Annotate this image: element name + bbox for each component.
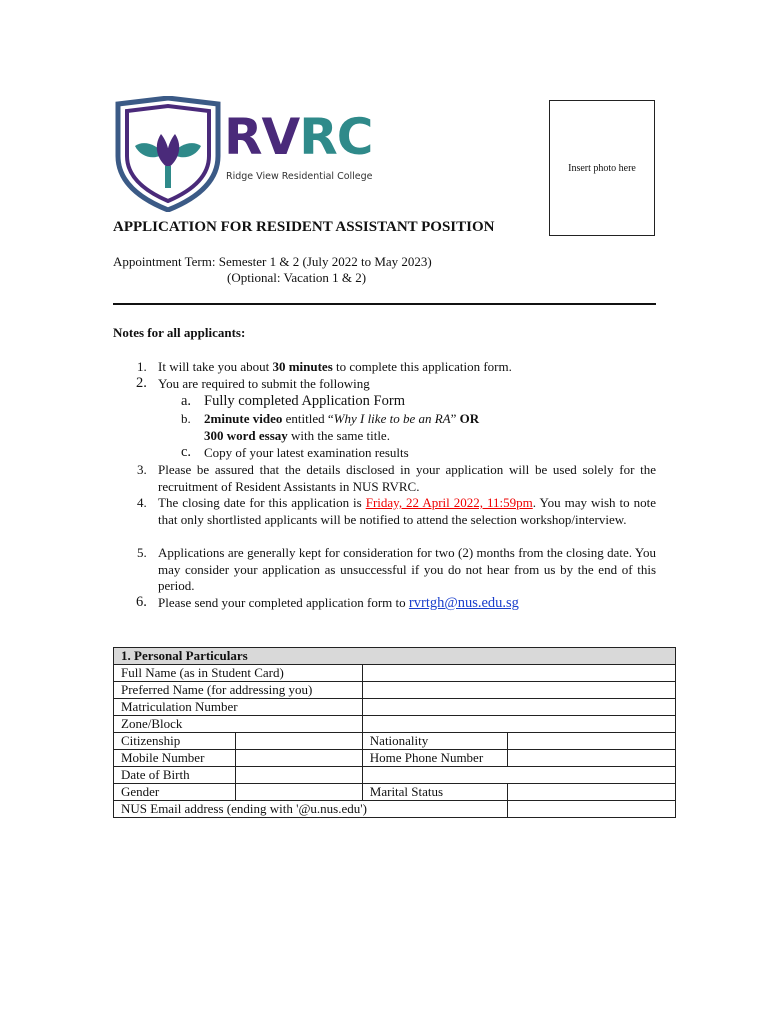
stem	[165, 166, 171, 188]
zone-input[interactable]	[362, 716, 675, 733]
note-2a: Fully completed Application Form	[204, 393, 405, 409]
logo-wordmark	[224, 108, 373, 166]
field-label: Full Name (as in Student Card)	[114, 665, 363, 682]
page-title: APPLICATION FOR RESIDENT ASSISTANT POSITION	[113, 219, 495, 235]
closing-date: Friday, 22 April 2022, 11:59pm	[365, 495, 533, 510]
logo-rc: RC	[299, 108, 373, 166]
field-label: Citizenship	[114, 733, 236, 750]
marital-input[interactable]	[507, 784, 675, 801]
note-number: 3.	[137, 462, 147, 477]
note-5: Applications are generally kept for consideration for two (2) months from the closing date. You may consider your application as unsuccessful if you do not hear from us by the end of this period.	[158, 545, 656, 593]
sub-number: a.	[181, 393, 192, 409]
field-label: Home Phone Number	[362, 750, 507, 767]
field-label: Mobile Number	[114, 750, 236, 767]
table-header: 1. Personal Particulars	[114, 648, 676, 665]
table-row	[114, 767, 676, 784]
nus-email-input[interactable]	[507, 801, 675, 818]
table-row	[114, 682, 676, 699]
table-row	[114, 716, 676, 733]
field-label: Nationality	[362, 733, 507, 750]
preferred-name-input[interactable]	[362, 682, 675, 699]
appointment-term: Appointment Term: Semester 1 & 2 (July 2022 to May 2023)	[113, 254, 432, 269]
note-2: You are required to submit the following	[158, 376, 370, 391]
table-row	[114, 665, 676, 682]
field-label: Gender	[114, 784, 236, 801]
citizenship-input[interactable]	[235, 733, 362, 750]
email-link[interactable]: rvrtgh@nus.edu.sg	[408, 595, 519, 611]
field-label: Date of Birth	[114, 767, 236, 784]
note-number: 2.	[136, 375, 147, 391]
rvrc-logo	[113, 96, 223, 212]
note-3: Please be assured that the details disclosed in your application will be used solely for the recruitment of Resident Assistants in NUS RVRC.	[158, 462, 656, 494]
note-6: Please send your completed application form to rvrtgh@nus.edu.sg	[158, 595, 519, 611]
table-row	[114, 784, 676, 801]
full-name-input[interactable]	[362, 665, 675, 682]
personal-particulars-table	[113, 647, 676, 818]
photo-label: Insert photo here	[568, 163, 636, 174]
sub-number: c.	[181, 444, 192, 460]
note-4: The closing date for this application is Friday, 22 April 2022, 11:59pm. You may wish to note that only shortlisted applicants will be notified to attend the selection workshop/interview.	[158, 495, 656, 527]
note-number: 4.	[137, 495, 147, 510]
appointment-term-optional: (Optional: Vacation 1 & 2)	[227, 270, 367, 285]
note-2c: Copy of your latest examination results	[204, 445, 409, 460]
logo-rv: RV	[224, 108, 300, 166]
table-row	[114, 699, 676, 716]
note-1: It will take you about 30 minutes to complete this application form.	[158, 359, 512, 374]
notes-heading: Notes for all applicants:	[113, 325, 246, 340]
gender-input[interactable]	[235, 784, 362, 801]
sub-number: b.	[181, 411, 191, 426]
empty-cell	[362, 767, 675, 784]
mobile-input[interactable]	[235, 750, 362, 767]
table-row	[114, 801, 676, 818]
field-label: Preferred Name (for addressing you)	[114, 682, 363, 699]
photo-placeholder[interactable]	[549, 100, 655, 236]
home-phone-input[interactable]	[507, 750, 675, 767]
dob-input[interactable]	[235, 767, 362, 784]
table-row	[114, 750, 676, 767]
field-label: Zone/Block	[114, 716, 363, 733]
note-2b: 2minute video entitled “Why I like to be an RA” OR 300 word essay with the same title.	[204, 411, 480, 443]
field-label: Marital Status	[362, 784, 507, 801]
table-row	[114, 733, 676, 750]
divider	[113, 303, 656, 305]
note-number: 1.	[137, 359, 147, 374]
matric-input[interactable]	[362, 699, 675, 716]
field-label: Matriculation Number	[114, 699, 363, 716]
note-number: 5.	[137, 545, 147, 560]
field-label: NUS Email address (ending with '@u.nus.edu')	[114, 801, 508, 818]
note-number: 6.	[136, 594, 147, 610]
logo-subtitle: Ridge View Residential College	[226, 171, 373, 182]
nationality-input[interactable]	[507, 733, 675, 750]
